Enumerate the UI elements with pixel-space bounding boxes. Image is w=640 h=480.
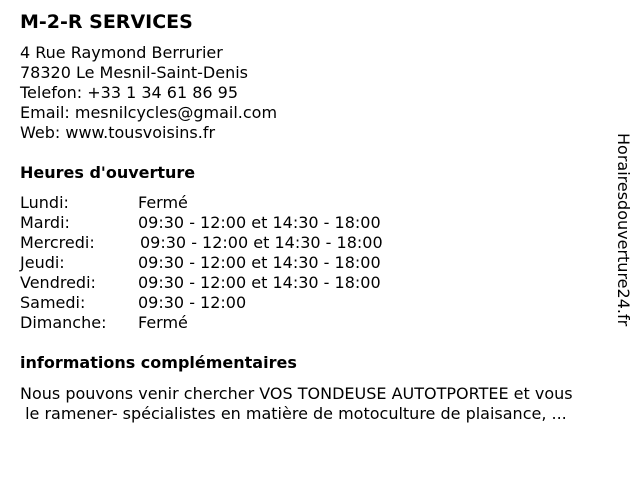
day-label: Mercredi:: [20, 233, 95, 252]
watermark-vertical: [613, 133, 633, 343]
day-label: Dimanche:: [20, 313, 107, 332]
info-line: le ramener- spécialistes en matière de motoculture de plaisance, ...: [20, 404, 567, 423]
time-value: 09:30 - 12:00: [138, 293, 247, 312]
street-address: 4 Rue Raymond Berrurier: [20, 43, 223, 62]
day-label: Lundi:: [20, 193, 69, 212]
info-heading: informations complémentaires: [20, 353, 297, 372]
time-value: Fermé: [138, 193, 188, 212]
phone-number[interactable]: Telefon: +33 1 34 61 86 95: [20, 83, 239, 102]
business-name: M-2-R SERVICES: [20, 11, 193, 33]
watermark-text: Horairesdouverture24.fr: [614, 133, 633, 327]
time-value: Fermé: [138, 313, 188, 332]
hours-heading: Heures d'ouverture: [20, 163, 196, 182]
time-value: 09:30 - 12:00 et 14:30 - 18:00: [138, 253, 381, 272]
info-line: Nous pouvons venir chercher VOS TONDEUSE AUTOTPORTEE et vous: [20, 384, 573, 403]
day-label: Vendredi:: [20, 273, 96, 292]
day-label: Jeudi:: [20, 253, 65, 272]
email-address[interactable]: Email: mesnilcycles@gmail.com: [20, 103, 278, 122]
time-value: 09:30 - 12:00 et 14:30 - 18:00: [138, 213, 381, 232]
info-description: [20, 384, 630, 424]
city-address: 78320 Le Mesnil-Saint-Denis: [20, 63, 249, 82]
time-value: 09:30 - 12:00 et 14:30 - 18:00: [140, 233, 383, 252]
website-link[interactable]: Web: www.tousvoisins.fr: [20, 123, 216, 142]
time-value: 09:30 - 12:00 et 14:30 - 18:00: [138, 273, 381, 292]
contact-block: [20, 43, 277, 143]
day-label: Mardi:: [20, 213, 70, 232]
day-label: Samedi:: [20, 293, 86, 312]
